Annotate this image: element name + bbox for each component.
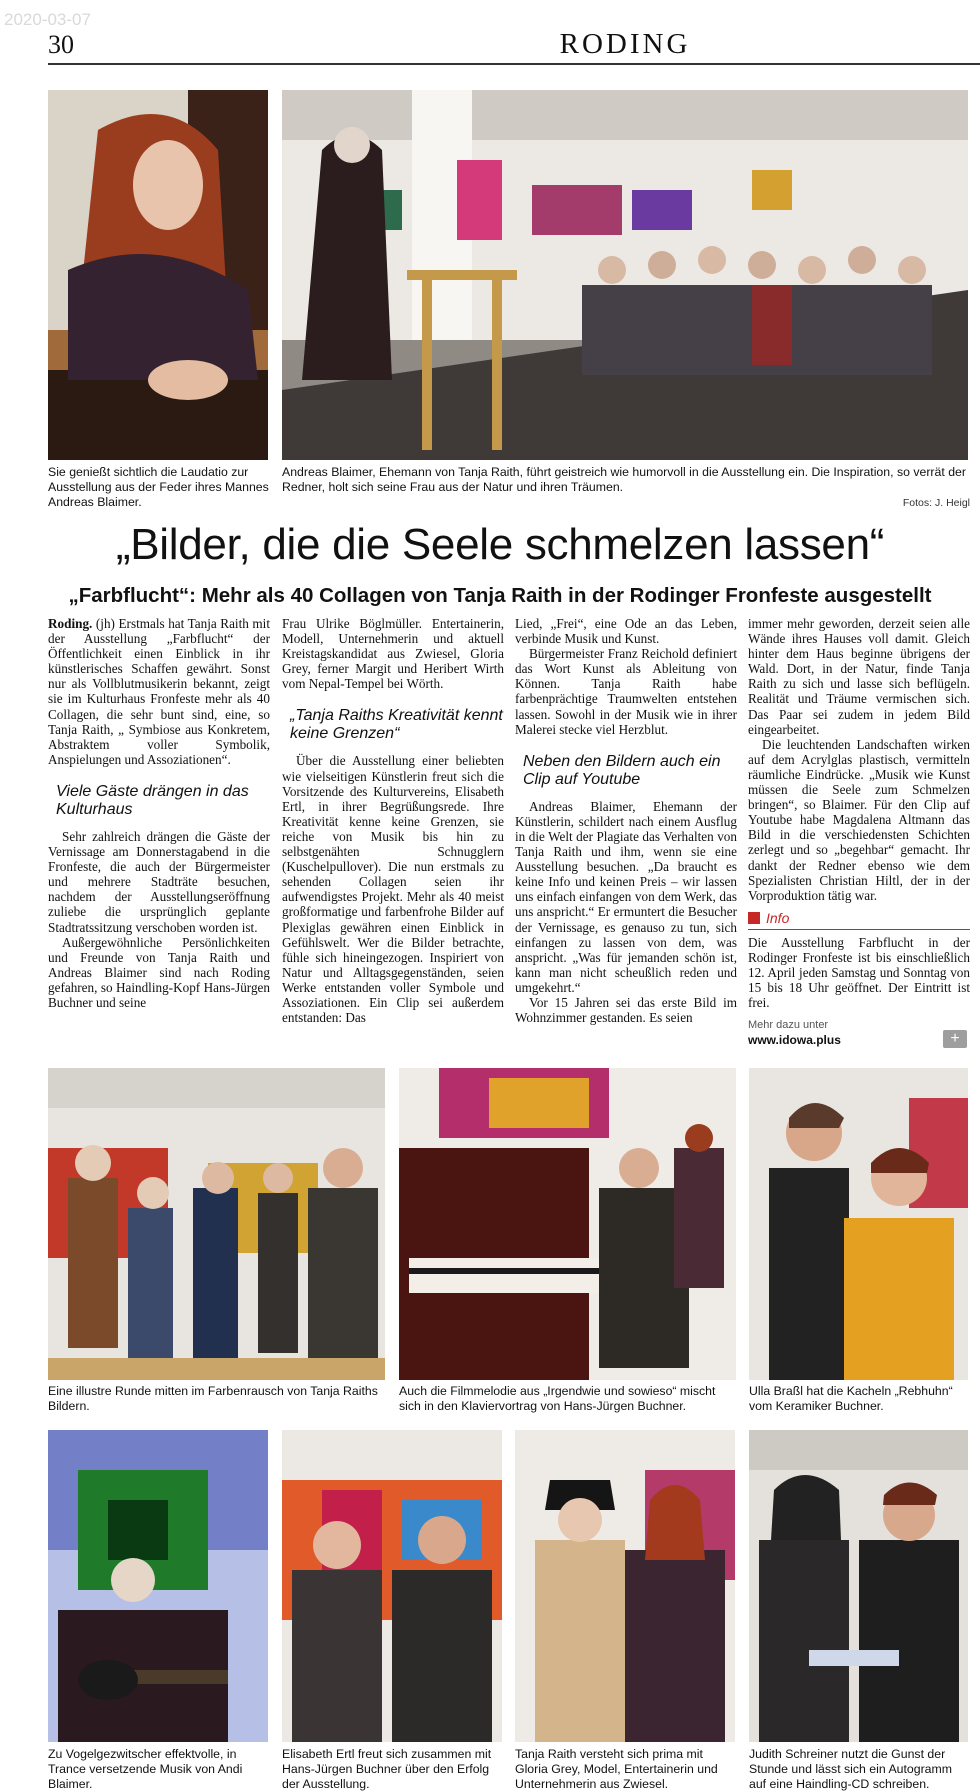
photo-guests-group	[48, 1068, 385, 1380]
info-label: Info	[766, 909, 790, 926]
article-paragraph: Bürgermeister Franz Reichold definiert das Wort Kunst als Ableitung von Können. Tanja Raith habe farbenprächtige Traumwelten entstehen lassen. Sowohl in der Musik wie in ihrer Malerei stecke viel Herzblut.	[515, 646, 737, 737]
photo-ertl-buchner	[282, 1430, 502, 1742]
more-label: Mehr dazu unter	[748, 1019, 829, 1032]
caption-mid-1: Eine illustre Runde mitten im Farbenrausch von Tanja Raiths Bildern.	[48, 1384, 378, 1413]
article-column-4	[748, 616, 970, 1049]
subheadline: „Farbflucht“: Mehr als 40 Collagen von Tanja Raith in der Rodinger Fronfeste ausgestellt	[68, 584, 932, 607]
date-stamp: 2020-03-07	[4, 10, 91, 29]
caption-mid-3: Ulla Braßl hat die Kacheln „Rebhuhn“ vom Keramiker Buchner.	[749, 1384, 953, 1413]
article-paragraph: Roding. (jh) Erstmals hat Tanja Raith mit der Ausstellung „Farbflucht“ der Öffentlichkeit einen Einblick in ihr künstlerisches Schaffen gewährt. Sonst nur als Vollblutmusikerin bekannt, zeigt sie im Kulturhaus Fronfeste mehr als 40 Collagen, die sehr bunt sind, eine, so Tanja Raith, „ Symbiose aus Konkretem, Abstraktem voller Symbolik, Anspielungen und Assoziationen“.	[48, 616, 270, 767]
intertitle: „Tanja Raiths Kreativität kennt keine Grenzen“	[290, 707, 503, 743]
photo-artist-portrait	[48, 90, 268, 460]
article-paragraph: Lied, „Frei“, eine Ode an das Leben, verbinde Musik und Kunst.	[515, 616, 737, 647]
article-column-1	[48, 616, 270, 1010]
article-paragraph: Außergewöhnliche Persönlichkeiten und Freunde von Tanja Raith und Andreas Blaimer sind nach Roding gefahren, so Haindling-Kopf Hans-Jürgen Buchner und seine	[48, 934, 270, 1010]
photo-guitar-player	[48, 1430, 268, 1742]
photo-credit: Fotos: J. Heigl	[902, 497, 970, 509]
dateline: Roding.	[48, 616, 93, 631]
photo-autograph	[749, 1430, 968, 1742]
article-paragraph: Die leuchtenden Landschaften wirken auf dem Acrylglas plastisch, vermitteln räumliche Eindrücke. „Musik wie Kunst müssen die Seele zum Schmelzen bringen“, so Blaimer. Für den Clip auf Youtube habe Magdalena Altmann das Bild in die verschiedensten Schichten zerlegt und so „begehbar“ gemacht. Ihr dankt der Redner ebenso wie dem Spezialisten Christian Hiltl, der in der Vorproduktion tätig war.	[748, 736, 970, 903]
info-text: Die Ausstellung Farbflucht in der Rodinger Fronfeste ist bis einschließlich 12. April jeden Samstag und Sonntag von 15 bis 18 Uhr geöffnet. Der Eintritt ist frei.	[748, 934, 970, 1011]
photo-piano-performance	[399, 1068, 736, 1380]
page-number: 30	[48, 30, 74, 59]
photo-couple-laughing	[749, 1068, 968, 1380]
article-paragraph: Sehr zahlreich drängen die Gäste der Vernissage am Donnerstagabend in die Fronfeste, die auch der Bürgermeister und mehrere Stadträte besuchen, nachdem der Ausstellungseröffnung zuliebe die ursprünglich geplante Stadtratssitzung verschoben worden ist.	[48, 828, 270, 935]
article-paragraph: Über die Ausstellung einer beliebten wie vielseitigen Künstlerin freut sich die Vorsitzende des Kulturvereins, Elisabeth Ertl, in ihrer Begrüßungsrede. Ihre Kreativität kenne keine Grenzen, sie reiche von Musik bis hin zu selbstgenähten Schnugglern (Kuschelpullover). Die nun erstmals zu sehenden Collagen seien ihr aufwendigstes Projekt. Mehr als 40 meist großformatige und farbenfrohe Bilder auf Plexiglas gewähren einen Einblick in Gefühlswelt. Wer die Bilder betrachte, fühle sich hineingezogen. Inspiriert von Natur und Alltagsgegenständen, seien Werke entstanden voller Symbole und Assoziationen. Ein Clip sei außerdem entstanden: Das	[282, 753, 504, 1026]
plus-icon[interactable]: +	[943, 1030, 967, 1048]
caption-bottom-2: Elisabeth Ertl freut sich zusammen mit Hans-Jürgen Buchner über den Erfolg der Ausstellung.	[282, 1747, 492, 1791]
article-paragraph: Frau Ulrike Böglmüller. Entertainerin, Modell, Unternehmerin und aktuell Kreistagskandidat aus Zwiesel, Gloria Grey, ferner Margit und Heribert Wirth vom Nepal-Tempel bei Wörth.	[282, 616, 504, 692]
intertitle: Viele Gäste drängen in das Kulturhaus	[56, 782, 249, 818]
section-title: RODING	[559, 28, 691, 60]
header-rule	[48, 63, 980, 65]
intertitle: Neben den Bildern auch ein Clip auf Youtube	[523, 752, 721, 788]
photo-raith-grey	[515, 1430, 735, 1742]
caption-bottom-1: Zu Vogelgezwitscher effektvolle, in Trance versetzende Musik von Andi Blaimer.	[48, 1747, 243, 1791]
caption-mid-2: Auch die Filmmelodie aus „Irgendwie und sowieso“ mischt sich in den Klaviervortrag von Hans-Jürgen Buchner.	[399, 1384, 716, 1413]
more-link[interactable]: www.idowa.plus	[748, 1033, 841, 1048]
article-column-2	[282, 616, 504, 1025]
article-paragraph: immer mehr geworden, derzeit seien alle Wände ihres Hauses voll damit. Gleich hinter dem Haus beginne übrigens der Wald. Dort, in der Natur, finde Tanja Raith zu sich und lasse sich beflügeln. Realität und Träume vermischen sich. Das Paar sei zudem in jedem Bild eingearbeitet.	[748, 616, 970, 737]
caption-top-left: Sie genießt sichtlich die Laudatio zur Ausstellung aus der Feder ihres Mannes Andreas Blaimer.	[48, 465, 269, 509]
article-paragraph: Vor 15 Jahren sei das erste Bild im Wohnzimmer gestanden. Es seien	[515, 994, 737, 1026]
info-box-header	[748, 911, 970, 926]
caption-bottom-4: Judith Schreiner nutzt die Gunst der Stunde und lässt sich ein Autogramm auf eine Haindling-CD schreiben.	[749, 1747, 953, 1791]
caption-top-right: Andreas Blaimer, Ehemann von Tanja Raith, führt geistreich wie humorvoll in die Ausstellung ein. Die Inspiration, so verrät der Redner, holt sich seine Frau aus der Natur und ihren Träumen.	[282, 465, 966, 494]
article-column-3	[515, 616, 737, 1025]
headline: „Bilder, die die Seele schmelzen lassen“	[115, 520, 885, 569]
info-square-icon	[748, 912, 760, 924]
article-paragraph: Andreas Blaimer, Ehemann der Künstlerin, schildert nach einem Ausflug in die Welt der Plagiate das Verhalten von Tanja Raith und ihm, wenn sie eine Ausstellung besuchen. „Da braucht es keine Info und keinen Preis – wir lassen uns einfach einfangen von dem Werk, das uns anspricht.“ Er ermuntert die Besucher der Vernissage, es genauso zu tun, sich einfangen zu lassen von dem, was anspricht. „Was für jemanden schön ist, kann man nicht scheußlich reden und umgekehrt.“	[515, 798, 737, 995]
info-rule	[748, 929, 970, 930]
photo-speaker-audience	[282, 90, 968, 460]
caption-bottom-3: Tanja Raith versteht sich prima mit Gloria Grey, Model, Entertainerin und Unternehmerin aus Zwiesel.	[515, 1747, 718, 1791]
